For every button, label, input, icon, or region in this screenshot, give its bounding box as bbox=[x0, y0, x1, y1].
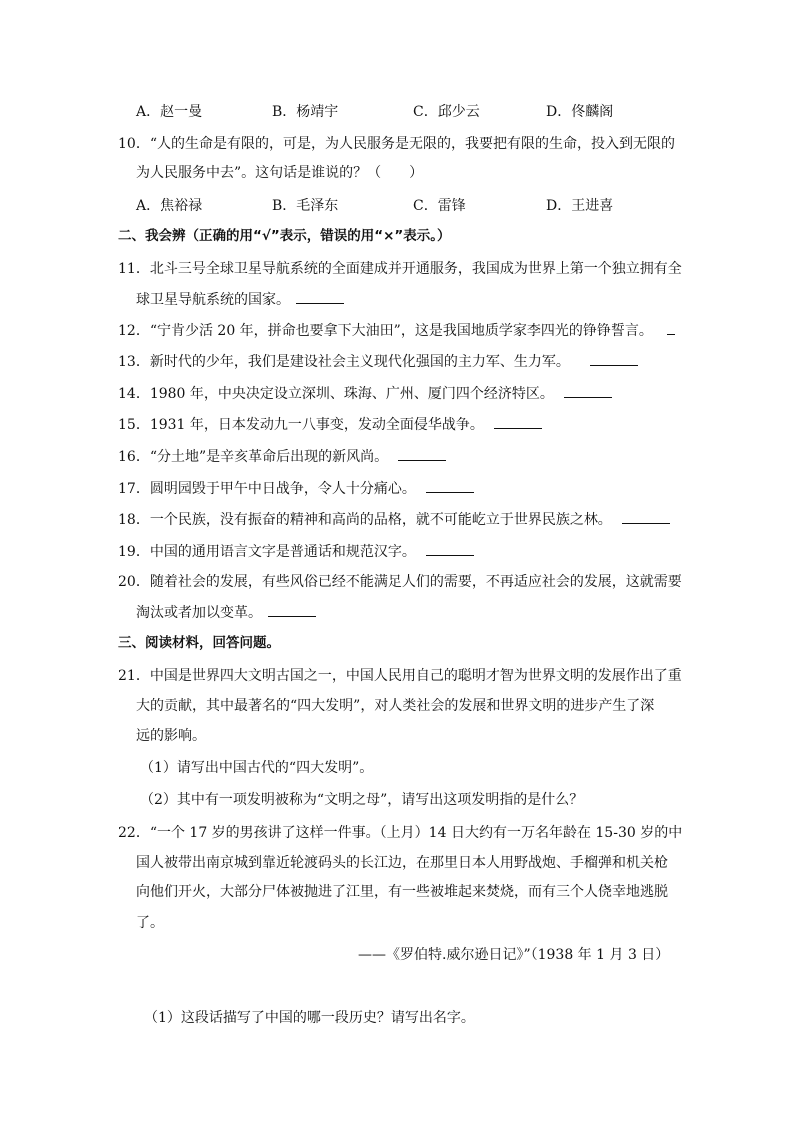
q22-line2: 国人被带出南京城到靠近轮渡码头的长江边，在那里日本人用野战炮、手榴弹和机关枪 bbox=[136, 855, 668, 871]
q20-line2: 淘汰或者加以变革。 bbox=[136, 602, 316, 623]
q22-line1: 22．“一个 17 岁的男孩讲了这样一件事。（上月）14 日大约有一万名年龄在 15-30 岁的中 bbox=[118, 825, 683, 841]
q15-answer-blank[interactable] bbox=[494, 414, 542, 429]
q18-answer-blank[interactable] bbox=[622, 509, 670, 524]
q11-line1: 11．北斗三号全球卫星导航系统的全面建成并开通服务，我国成为世界上第一个独立拥有全 bbox=[118, 261, 682, 277]
q9-option-b: B．杨靖宇 bbox=[272, 104, 339, 120]
q21-sub1: （1）请写出中国古代的“四大发明”。 bbox=[140, 760, 374, 776]
q12-line: 12．“宁肯少活 20 年，拼命也要拿下大油田”，这是我国地质学家李四光的铮铮誓言。 bbox=[118, 320, 675, 341]
q13-line: 13．新时代的少年，我们是建设社会主义现代化强国的主力军、生力军。 bbox=[118, 351, 638, 372]
q10-text-line2: 为人民服务中去”。这句话是谁说的？（ ） bbox=[136, 165, 424, 181]
q20-line1: 20．随着社会的发展，有些风俗已经不能满足人们的需要，不再适应社会的发展，这就需要 bbox=[118, 574, 682, 590]
q22-line4: 了。 bbox=[136, 915, 164, 931]
q9-option-c: C．邱少云 bbox=[413, 104, 480, 120]
q11-line2: 球卫星导航系统的国家。 bbox=[136, 289, 344, 310]
q11-answer-blank[interactable] bbox=[296, 289, 344, 304]
q15-line: 15．1931 年，日本发动九一八事变，发动全面侵华战争。 bbox=[118, 414, 542, 435]
q10-option-d: D．王进喜 bbox=[546, 198, 614, 214]
q21-line3: 远的影响。 bbox=[136, 728, 206, 744]
q12-answer-blank[interactable] bbox=[667, 320, 675, 335]
q20-answer-blank[interactable] bbox=[268, 602, 316, 617]
section2-title: 二、我会辨（正确的用“√”表示，错误的用“×”表示。） bbox=[118, 228, 451, 244]
q17-answer-blank[interactable] bbox=[426, 478, 474, 493]
q14-answer-blank[interactable] bbox=[564, 383, 612, 398]
q22-source-citation: ——《罗伯特.威尔逊日记》”（1938 年 1 月 3 日） bbox=[358, 947, 670, 963]
q16-line: 16．“分土地”是辛亥革命后出现的新风尚。 bbox=[118, 446, 446, 467]
q16-answer-blank[interactable] bbox=[398, 446, 446, 461]
q13-answer-blank[interactable] bbox=[590, 351, 638, 366]
q14-line: 14．1980 年，中央决定设立深圳、珠海、广州、厦门四个经济特区。 bbox=[118, 383, 612, 404]
q22-line3: 向他们开火，大部分尸体被抛进了江里，有一些被堆起来焚烧，而有三个人侥幸地逃脱 bbox=[136, 884, 668, 900]
q10-option-a: A．焦裕禄 bbox=[136, 198, 203, 214]
q18-line: 18．一个民族，没有振奋的精神和高尚的品格，就不可能屹立于世界民族之林。 bbox=[118, 509, 670, 530]
q17-line: 17．圆明园毁于甲午中日战争，令人十分痛心。 bbox=[118, 478, 474, 499]
q21-line1: 21．中国是世界四大文明古国之一，中国人民用自己的聪明才智为世界文明的发展作出了重 bbox=[118, 668, 682, 684]
q21-sub2: （2）其中有一项发明被称为“文明之母”，请写出这项发明指的是什么？ bbox=[140, 792, 584, 808]
q10-option-b: B．毛泽东 bbox=[272, 198, 339, 214]
q22-sub1: （1）这段话描写了中国的哪一段历史？请写出名字。 bbox=[144, 1010, 475, 1026]
q10-option-c: C．雷锋 bbox=[413, 198, 466, 214]
q9-option-d: D．佟麟阁 bbox=[546, 104, 614, 120]
q19-line: 19．中国的通用语言文字是普通话和规范汉字。 bbox=[118, 541, 474, 562]
q9-option-a: A．赵一曼 bbox=[136, 104, 203, 120]
q19-answer-blank[interactable] bbox=[426, 541, 474, 556]
section3-title: 三、阅读材料，回答问题。 bbox=[118, 635, 280, 651]
q21-line2: 大的贡献，其中最著名的“四大发明”，对人类社会的发展和世界文明的进步产生了深 bbox=[136, 698, 655, 714]
q10-text-line1: 10．“人的生命是有限的，可是，为人民服务是无限的，我要把有限的生命，投入到无限的 bbox=[118, 136, 675, 152]
